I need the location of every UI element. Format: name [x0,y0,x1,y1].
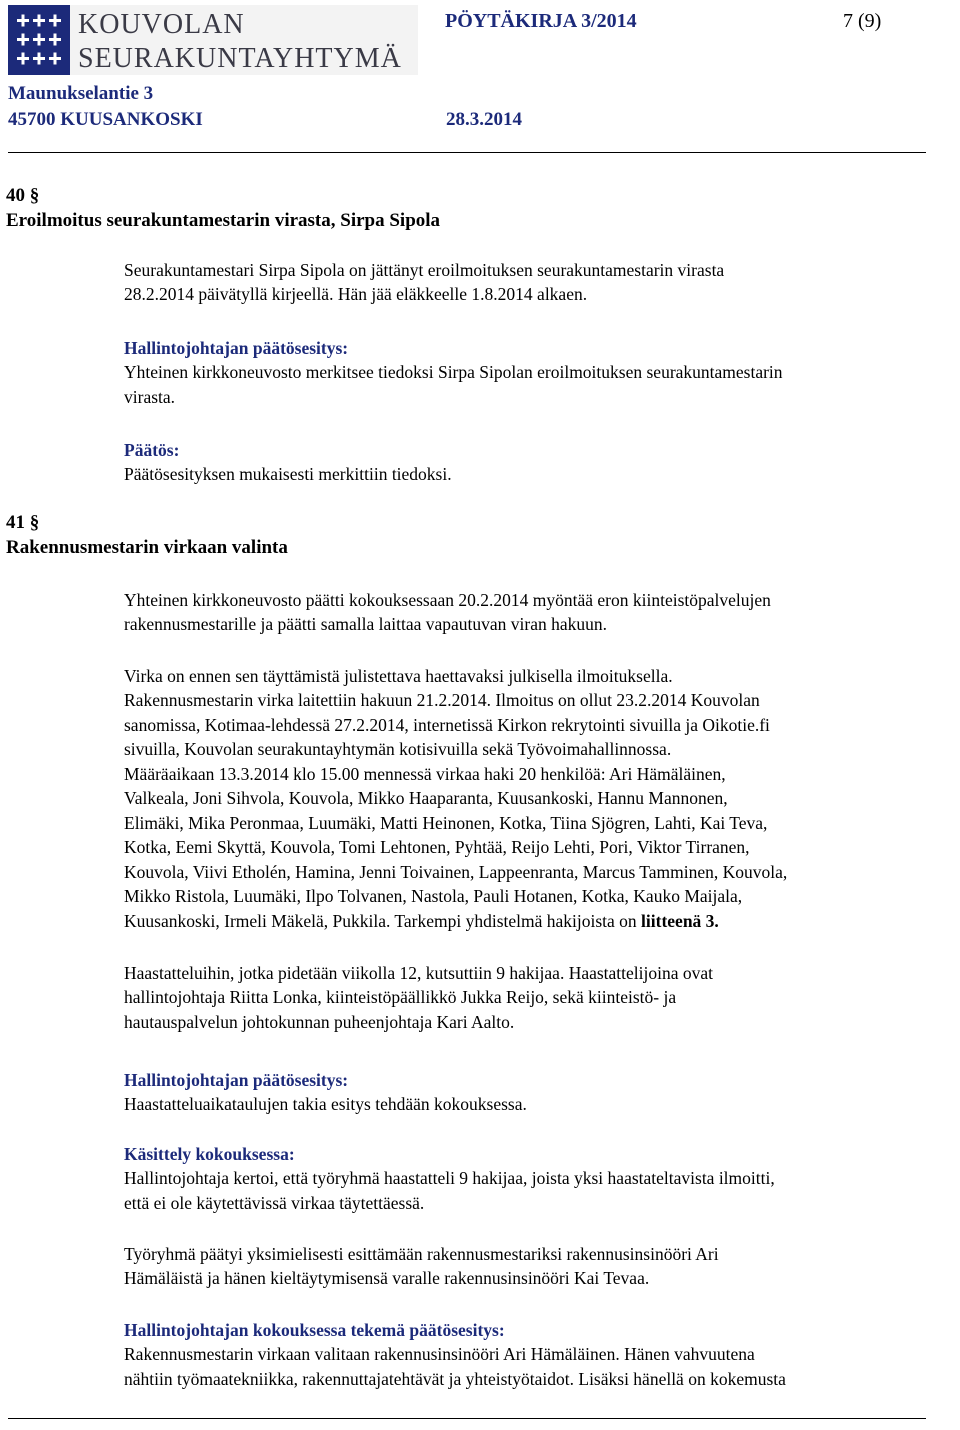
logo-text-line1: KOUVOLAN [78,9,245,40]
s41-p2-line: Valkeala, Joni Sihvola, Kouvola, Mikko Haaparanta, Kuusankoski, Hannu Mannonen, [124,788,728,808]
header-divider [8,152,926,153]
s40-body-line: Seurakuntamestari Sirpa Sipola on jättänyt eroilmoituksen seurakuntamestarin virasta [124,260,725,280]
s41-p2-last-line [124,909,719,934]
s41-p2-line: sivuilla, Kouvolan seurakuntayhtymän kotisivuilla sekä Työvoimahallinnossa. [124,739,672,759]
s41-p3-line: Haastatteluihin, jotka pidetään viikolla 12, kutsuttiin 9 hakijaa. Haastattelijoina ovat [124,963,714,983]
s41-p2-line: Kouvola, Viivi Etholén, Hamina, Jenni Toivainen, Lappeenranta, Marcus Tamminen, Kouvola, [124,862,788,882]
s40-proposal-heading: Hallintojohtajan päätösesitys: [124,338,349,358]
s41-meeting-line: että ei ole käytettävissä virkaa täytettäessä. [124,1193,425,1213]
s41-final-line: nähtiin työmaatekniikka, rakennuttajatehtävät ja yhteistyötaidot. Lisäksi hänellä on kokemusta [124,1369,786,1389]
s41-final-line: Rakennusmestarin virkaan valitaan rakennusinsinööri Ari Hämäläinen. Hänen vahvuutena [124,1344,755,1364]
s41-p1-line: Yhteinen kirkkoneuvosto päätti kokouksessaan 20.2.2014 myöntää eron kiinteistöpalvelujen [124,590,771,610]
s41-p3-line: hallintojohtaja Riitta Lonka, kiinteistöpäällikkö Jukka Reijo, sekä kiinteistö- ja [124,987,677,1007]
document-date: 28.3.2014 [446,109,522,130]
s41-p2-line: sanomissa, Kotimaa-lehdessä 27.2.2014, internetissä Kirkon rekrytointi sivuilla ja Oikotie.fi [124,715,770,735]
s41-proposal-text: Haastatteluaikataulujen takia esitys tehdään kokouksessa. [124,1094,527,1114]
section-41-number: 41 § [6,512,40,533]
document-title: PÖYTÄKIRJA 3/2014 [445,10,637,32]
s41-p2-line: Virka on ennen sen täyttämistä julistettava haettavaksi julkisella ilmoituksella. [124,666,673,686]
section-41-title: Rakennusmestarin virkaan valinta [6,537,288,558]
logo-text-line2: SEURAKUNTAYHTYMÄ [78,43,402,74]
s41-p2-line: Elimäki, Mika Peronmaa, Luumäki, Matti Heinonen, Kotka, Tiina Sjögren, Lahti, Kai Teva, [124,813,768,833]
s41-proposal-heading: Hallintojohtajan päätösesitys: [124,1070,349,1090]
s41-p2-line: Kotka, Eemi Skyttä, Kouvola, Tomi Lehtonen, Pyhtää, Reijo Lehti, Pori, Viktor Tirranen, [124,837,750,857]
attachment-reference: liitteenä 3. [641,911,719,931]
section-40-title: Eroilmoitus seurakuntamestarin virasta, Sirpa Sipola [6,210,441,231]
s40-proposal-line: Yhteinen kirkkoneuvosto merkitsee tiedoksi Sirpa Sipolan eroilmoituksen seurakuntamestarin [124,362,783,382]
s41-meeting-heading: Käsittely kokouksessa: [124,1144,295,1164]
address-line1: Maunukselantie 3 [8,83,154,104]
s41-p2-line: Mikko Ristola, Luumäki, Ilpo Tolvanen, Nastola, Pauli Hotanen, Kotka, Kauko Maijala, [124,886,743,906]
address-line2: 45700 KUUSANKOSKI [8,109,203,130]
s41-p2-last-text: Kuusankoski, Irmeli Mäkelä, Pukkila. Tarkempi yhdistelmä hakijoista on [124,911,642,931]
page-number: 7 (9) [843,10,882,32]
s41-working-group-line: Työryhmä päätyi yksimielisesti esittämään rakennusmestariksi rakennusinsinööri Ari [124,1244,719,1264]
s41-p2-line: Rakennusmestarin virka laitettiin hakuun 21.2.2014. Ilmoitus on ollut 23.2.2014 Kouvolan [124,690,760,710]
s41-working-group-line: Hämäläistä ja hänen kieltäytymisensä varalle rakennusinsinööri Kai Tevaa. [124,1268,650,1288]
section-40-number: 40 § [6,185,40,206]
crosses-logo-icon [8,5,70,75]
s41-final-heading: Hallintojohtajan kokouksessa tekemä päätösesitys: [124,1320,505,1340]
s40-proposal-line: virasta. [124,387,176,407]
organization-logo [8,5,418,75]
s41-meeting-line: Hallintojohtaja kertoi, että työryhmä haastatteli 9 hakijaa, joista yksi haastateltavista ilmoitti, [124,1168,775,1188]
footer-divider [8,1418,926,1419]
s41-p3-line: hautauspalvelun johtokunnan puheenjohtaja Kari Aalto. [124,1012,515,1032]
s40-body-line: 28.2.2014 päivätyllä kirjeellä. Hän jää eläkkeelle 1.8.2014 alkaen. [124,284,588,304]
s40-decision-heading: Päätös: [124,440,180,460]
s41-p1-line: rakennusmestarille ja päätti samalla laittaa vapautuvan viran hakuun. [124,614,608,634]
s41-p2-line: Määräaikaan 13.3.2014 klo 15.00 mennessä virkaa haki 20 henkilöä: Ari Hämäläinen, [124,764,726,784]
s40-decision-text: Päätösesityksen mukaisesti merkittiin tiedoksi. [124,464,452,484]
